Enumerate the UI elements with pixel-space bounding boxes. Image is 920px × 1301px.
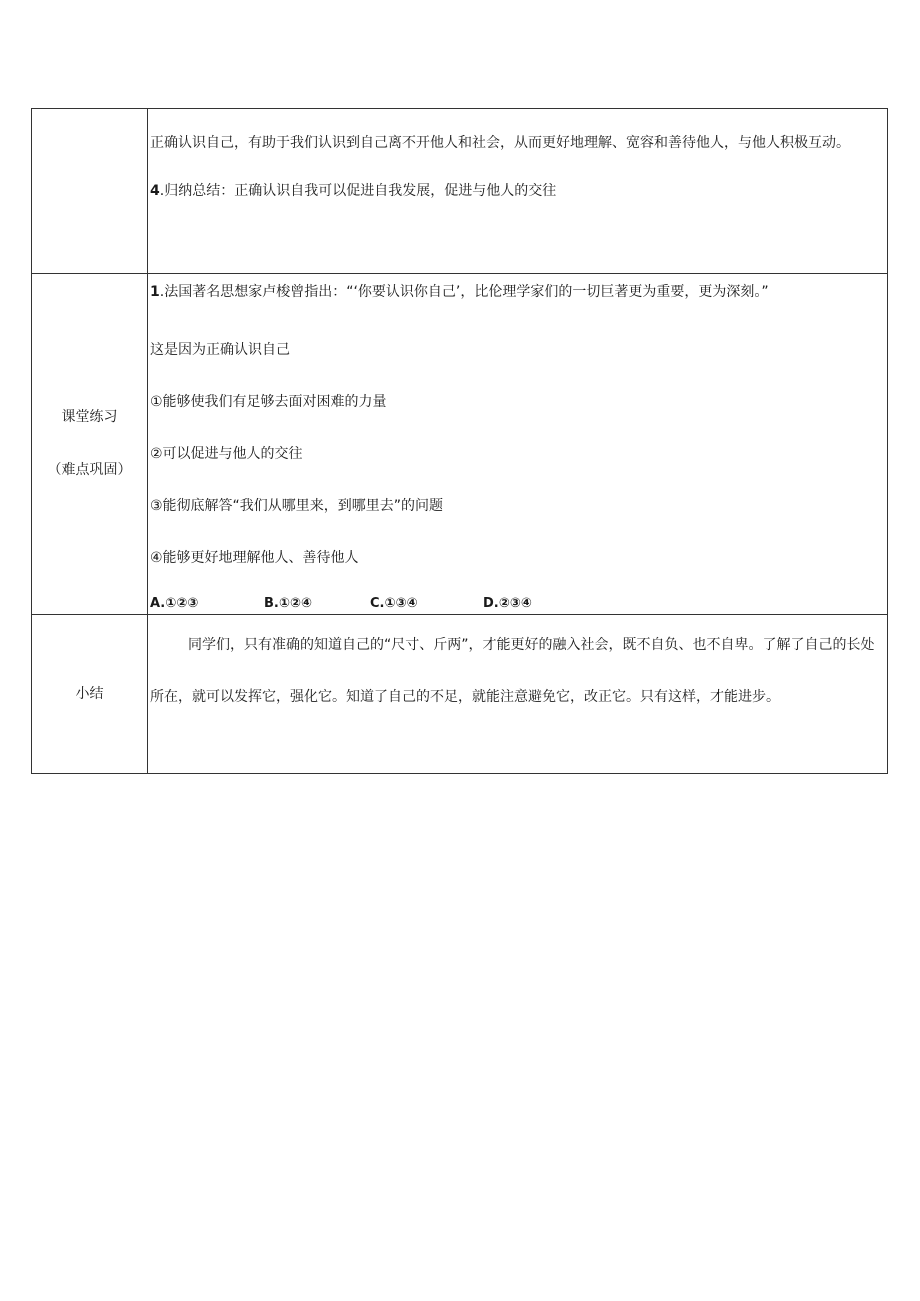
question-stem: 这是因为正确认识自己 [150,342,290,358]
answer-options [150,594,885,614]
option-b: B.①②④ [264,596,312,611]
question-item-3: ③能彻底解答“我们从哪里来，到哪里去”的问题 [150,498,444,514]
option-d: D.②③④ [483,596,532,611]
row-label-empty [32,109,148,274]
row-label-classroom-practice [32,274,148,615]
option-c: C.①③④ [370,596,418,611]
content-cell-question [148,274,888,615]
content-cell-summary-point [148,109,888,274]
table-row-classroom-practice [32,274,888,615]
row-label-line1: 课堂练习 [61,409,118,425]
content-cell-summary [148,615,888,774]
paragraph-self-recognition: 正确认识自己，有助于我们认识到自己离不开他人和社会，从而更好地理解、宽容和善待他人，与他人积极互动。 [150,135,850,151]
option-a: A.①②③ [150,596,199,611]
row-label-line2: （难点巩固） [47,462,132,478]
table-row-summary [32,615,888,774]
row-label-summary: 小结 [32,615,148,774]
summary-text: 同学们，只有准确的知道自己的“尺寸、斤两”，才能更好的融入社会，既不自负、也不自卑。了解了自己的长处所在，就可以发挥它，强化它。知道了自己的不足，就能注意避免它，改正它。只有这样，才能进步。 [150,637,875,705]
conclusion-number: 4 [150,183,160,199]
lesson-table [31,108,888,774]
table-row-summary-point [32,109,888,274]
question-body: .法国著名思想家卢梭曾指出：“‘你要认识你自己’，比伦理学家们的一切巨著更为重要，更为深刻。” [159,284,769,300]
question-text [150,274,885,310]
conclusion-text: .归纳总结：正确认识自我可以促进自我发展，促进与他人的交往 [159,183,557,199]
question-item-2: ②可以促进与他人的交往 [150,446,303,462]
paragraph-conclusion [150,167,885,215]
question-number: 1 [150,284,160,300]
question-item-1: ①能够使我们有足够去面对困难的力量 [150,394,387,410]
question-item-4: ④能够更好地理解他人、善待他人 [150,550,359,566]
